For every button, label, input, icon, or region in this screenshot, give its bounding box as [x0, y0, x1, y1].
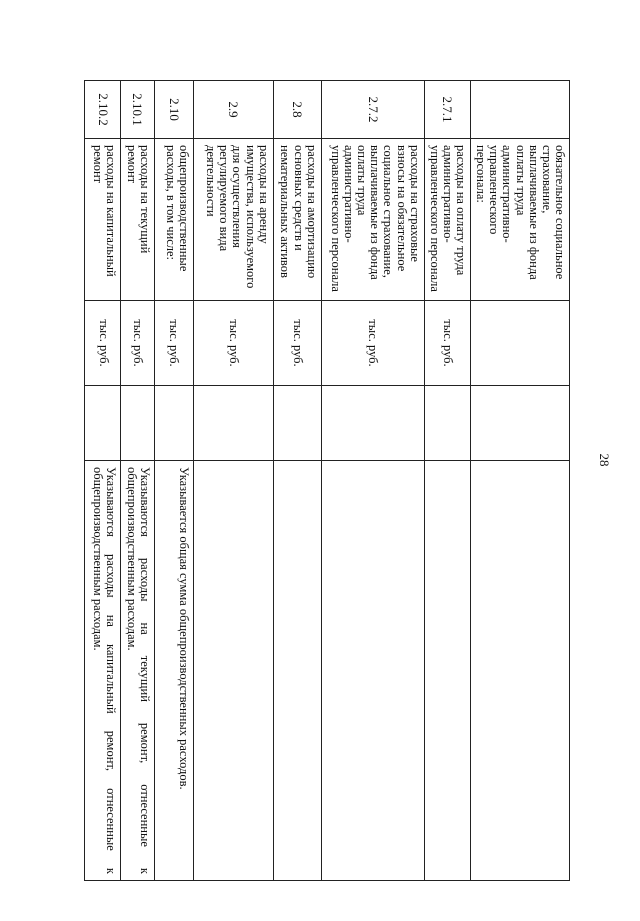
row-name: расходы на страховые взносы на обязательное социальное страхование, выплачиваемые из фонда оплаты труда административно-управленческого персонала [321, 139, 424, 301]
row-number: 2.10.1 [121, 81, 154, 139]
row-description [273, 461, 321, 881]
row-value [273, 386, 321, 461]
row-unit: тыс. руб. [321, 301, 424, 386]
row-unit: тыс. руб. [424, 301, 470, 386]
row-unit: тыс. руб. [154, 301, 193, 386]
row-name: общепроизводственные расходы, в том числе: [154, 139, 193, 301]
row-value [154, 386, 193, 461]
row-value [471, 386, 570, 461]
table-row [273, 81, 321, 881]
table-row [321, 81, 424, 881]
row-value [321, 386, 424, 461]
row-number [471, 81, 570, 139]
row-value [424, 386, 470, 461]
table-row [424, 81, 470, 881]
row-number: 2.8 [273, 81, 321, 139]
row-number: 2.7.2 [321, 81, 424, 139]
row-unit: тыс. руб. [193, 301, 273, 386]
row-number: 2.9 [193, 81, 273, 139]
table-row [154, 81, 193, 881]
table-row [193, 81, 273, 881]
table-row [121, 81, 154, 881]
row-name: расходы на оплату труда административно-управленческого персонала [424, 139, 470, 301]
row-number: 2.10 [154, 81, 193, 139]
table-row [85, 81, 121, 881]
row-name: расходы на амортизацию основных средств и нематериальных активов [273, 139, 321, 301]
row-number: 2.10.2 [85, 81, 121, 139]
row-description [424, 461, 470, 881]
page-number: 28 [597, 453, 612, 467]
row-value [121, 386, 154, 461]
row-unit: тыс. руб. [85, 301, 121, 386]
row-name: расходы на текущий ремонт [121, 139, 154, 301]
row-description [321, 461, 424, 881]
row-unit: тыс. руб. [121, 301, 154, 386]
row-name: расходы на аренду имущества, используемого для осуществления регулируемого вида деятельности [193, 139, 273, 301]
row-description [193, 461, 273, 881]
row-description: Указываются расходы на текущий ремонт, отнесенные к общепроизводственным расходам. [121, 461, 154, 881]
row-value [85, 386, 121, 461]
row-name: обязательное социальное страхование, выплачиваемые из фонда оплаты труда административно-управленческого персонала: [471, 139, 570, 301]
row-value [193, 386, 273, 461]
row-description: Указываются расходы на капитальный ремонт, отнесенные к общепроизводственным расходам. [85, 461, 121, 881]
table-row [471, 81, 570, 881]
row-description [471, 461, 570, 881]
row-description: Указывается общая сумма общепроизводственных расходов. [154, 461, 193, 881]
rotated-table-container [65, 80, 570, 880]
cost-table [85, 80, 571, 881]
row-unit: тыс. руб. [273, 301, 321, 386]
row-unit [471, 301, 570, 386]
row-number: 2.7.1 [424, 81, 470, 139]
row-name: расходы на капитальный ремонт [85, 139, 121, 301]
